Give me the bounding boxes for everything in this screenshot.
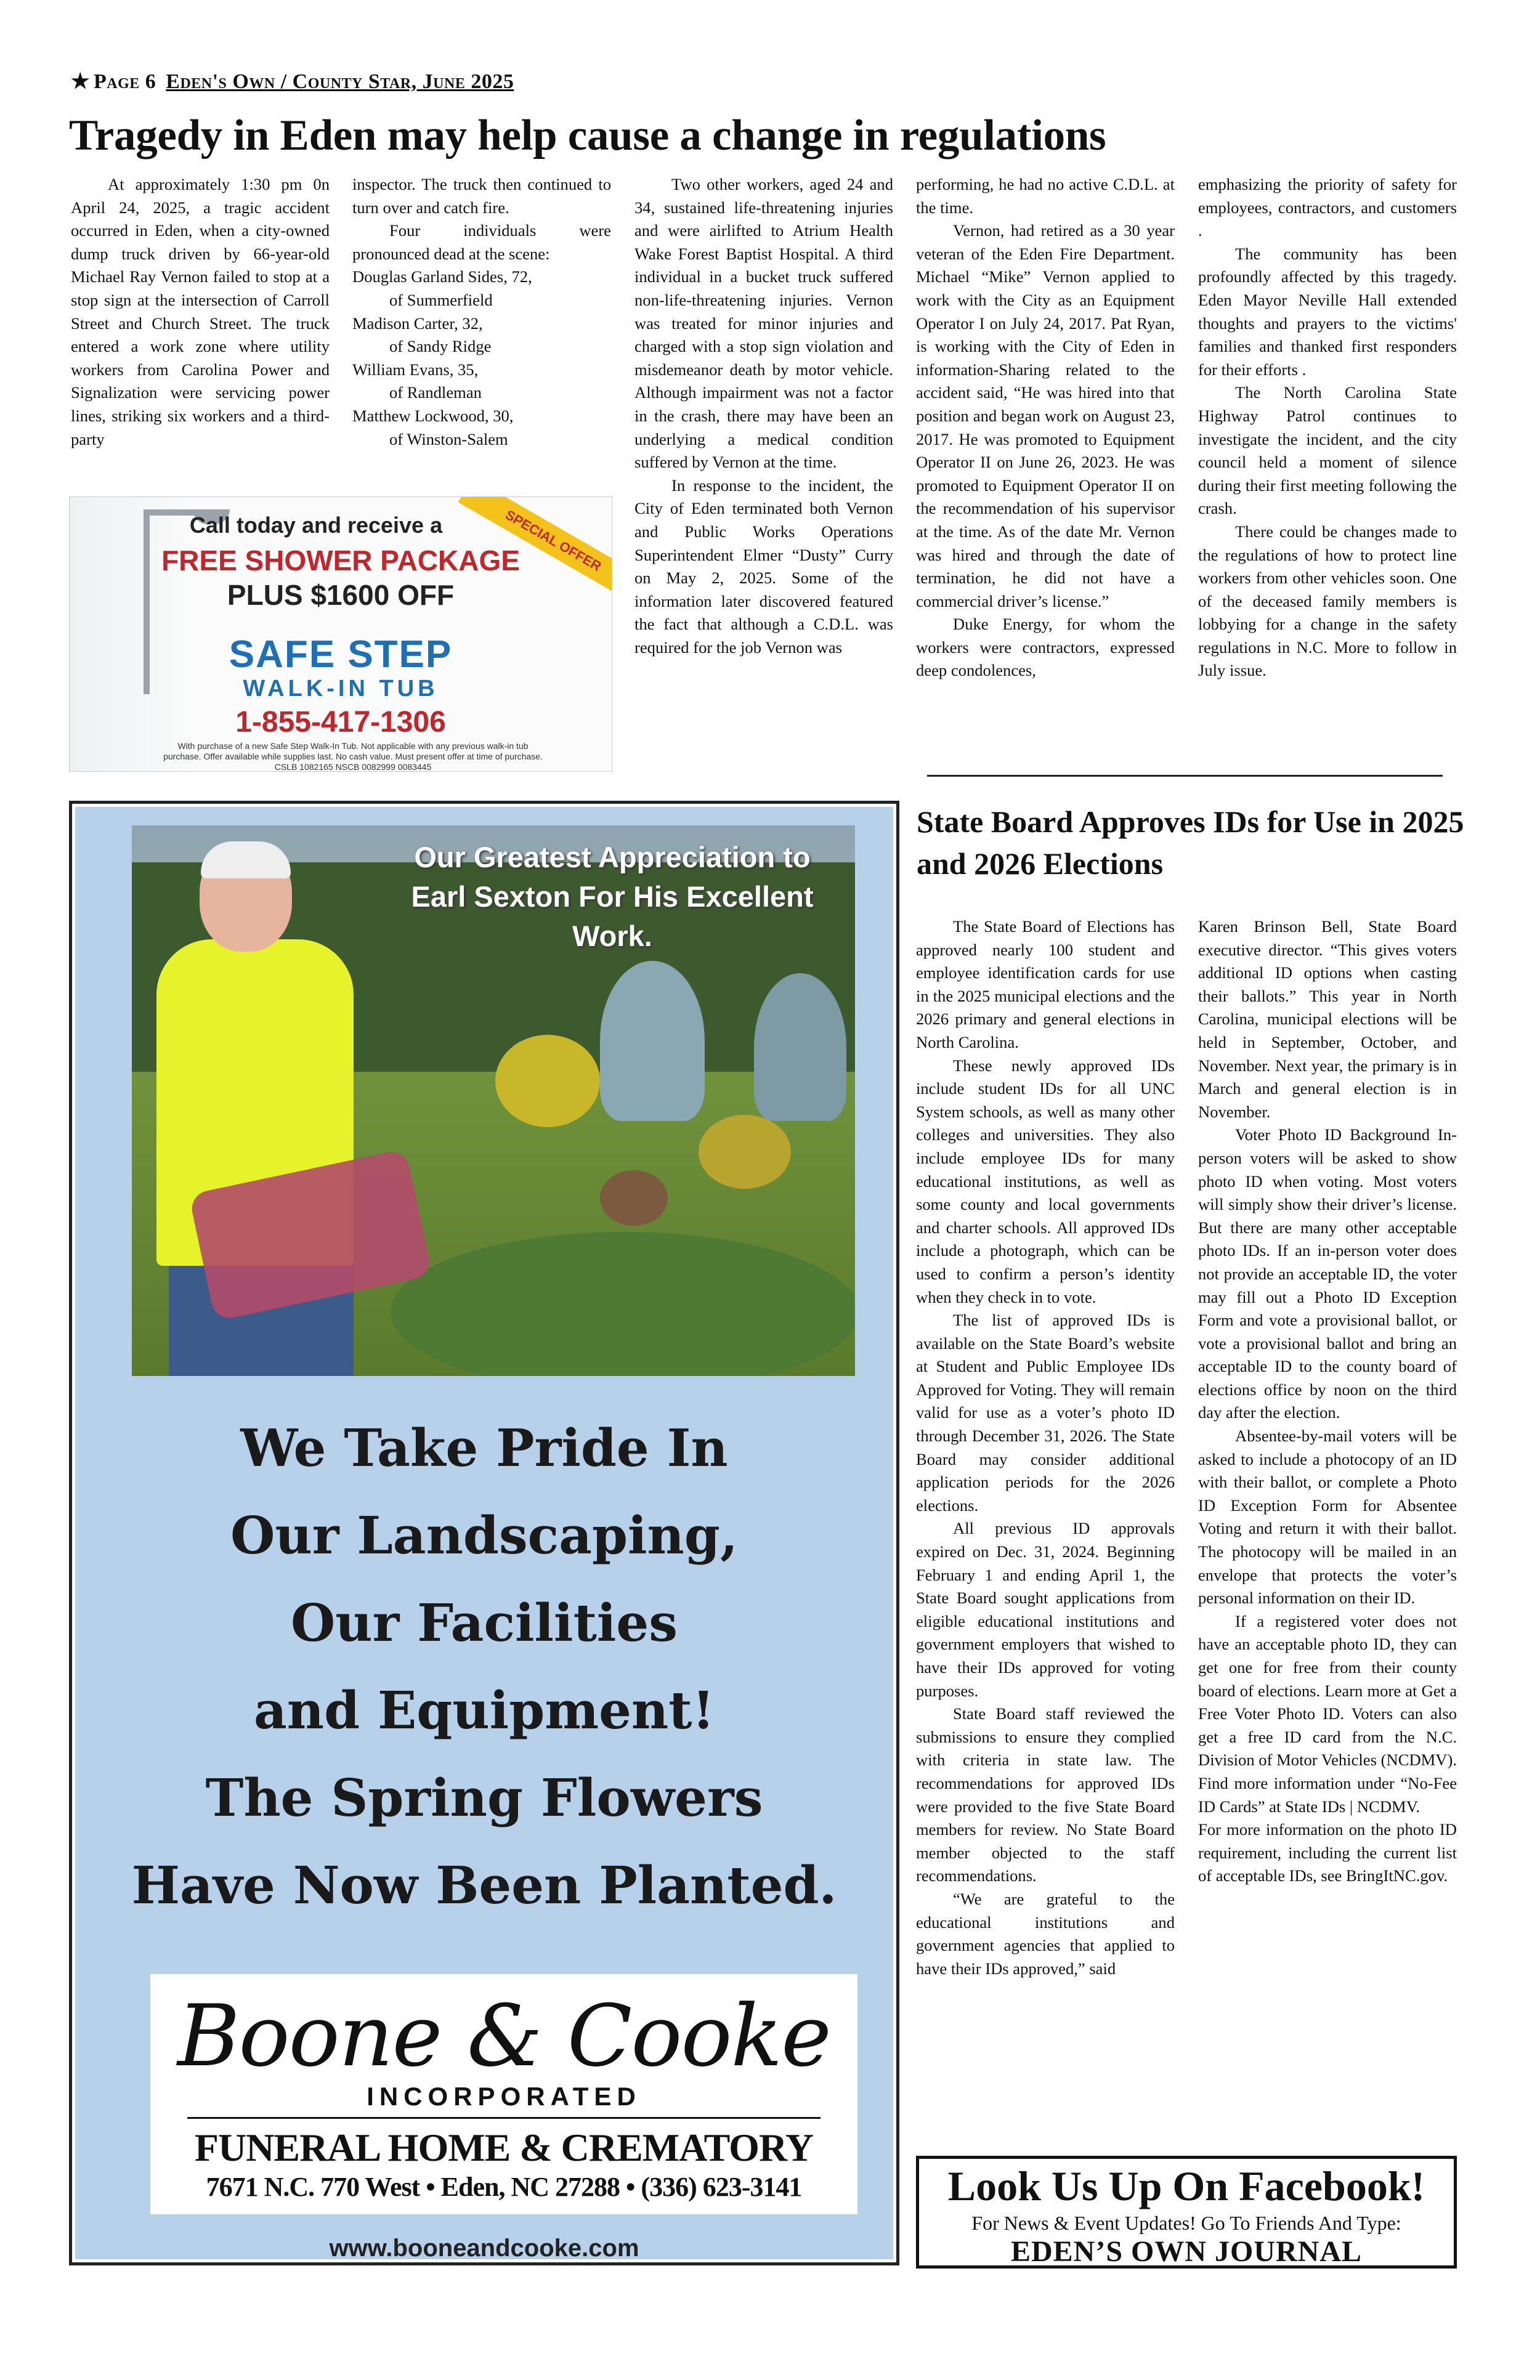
- facebook-subtitle: For News & Event Updates! Go To Friends And Type:: [971, 2212, 1401, 2234]
- tragedy-col-4: [916, 173, 1175, 682]
- ad-line-3: PLUS $1600 OFF: [227, 579, 455, 611]
- brand-name: Boone & Cooke: [177, 1986, 830, 2086]
- paragraph: For more information on the photo ID requirement, including the current list of acceptable IDs, see BringItNC.gov.: [1198, 1820, 1457, 1885]
- pride-line: Have Now Been Planted.: [131, 1855, 837, 1916]
- pride-line: Our Landscaping,: [230, 1505, 738, 1566]
- boone-cooke-logo-box: [150, 1974, 857, 2214]
- victim-town: of Sandy Ridge: [389, 337, 492, 356]
- paragraph: If a registered voter does not have an acceptable photo ID, they can get one for free from their county board of elections. Learn more at Get a Free Voter Photo ID. Voters can also get a free ID card from the N.C. Division of Motor Vehicles (NCDMV). Find more information under “No-Fee ID Cards” at State IDs | NCDMV.: [1198, 1611, 1457, 1816]
- paragraph: At approximately 1:30 pm 0n April 24, 2025, a tragic accident occurred in Eden, when a city-owned dump truck driven by 66-year-old Michael Ray Vernon failed to stop at a stop sign at the intersection of Carroll Street and Church Street. The truck entered a work zone where utility workers from Carolina Power and Signalization were servicing power lines, striking six workers and a third-party: [71, 175, 330, 448]
- paragraph: Karen Brinson Bell, State Board executive director. “This gives voters additional ID options when casting their ballots.” This year in North Carolina, municipal elections will be held in September, October, and November. Next year, the primary is in March and general election is in November.: [1198, 917, 1457, 1121]
- tragedy-col-2: [352, 173, 611, 451]
- special-offer-ribbon: SPECIAL OFFER: [458, 496, 612, 604]
- paragraph: Vernon, had retired as a 30 year veteran of the Eden Fire Department. Michael “Mike” Vernon applied to work with the City as an Equipment Operator I on July 24, 2017. Pat Ryan, is working with the City of Eden in information-Sharing related to the accident said, “He was hired into that position and began work on August 23, 2017. He was promoted to Equipment Operator II on June 26, 2023. He was promoted to Equipment Operator II on the recommendation of his supervisor at the time. As of the date Mr. Vernon was hired and through the date of termination, he did not have a commercial driver’s license.”: [916, 221, 1175, 610]
- paragraph: All previous ID approvals expired on Dec. 31, 2024. Beginning February 1 and ending April 1, the State Board sought applications from eligible educational institutions and government employers that wished to have their IDs approved for voting purposes.: [916, 1519, 1175, 1700]
- victim-town: of Summerfield: [389, 290, 493, 309]
- photo-caption: Our Greatest Appreciation to Earl Sexton For His Excellent Work.: [411, 841, 814, 952]
- shrub: [600, 1170, 668, 1226]
- page-number: Page 6: [93, 70, 156, 93]
- pride-line: We Take Pride In: [240, 1418, 728, 1478]
- pride-text: [75, 1404, 893, 1929]
- main-headline: Tragedy in Eden may help cause a change in regulations: [69, 111, 1106, 160]
- safe-step-logo: SAFE STEP: [229, 633, 453, 676]
- tragedy-col-1: [71, 173, 330, 451]
- paragraph: Two other workers, aged 24 and 34, sustained life-threatening injuries and were airlifted to Atrium Health Wake Forest Baptist Hospital. A third individual in a bucket truck suffered non-life-threatening injuries. Vernon was treated for minor injuries and charged with a stop sign violation and misdemeanor death by motor vehicle. Although impairment was not a factor in the crash, there may have been an underlying a medical condition suffered by Vernon at the time.: [634, 175, 893, 472]
- state-board-col-2: [1198, 915, 1457, 1888]
- facebook-title: Look Us Up On Facebook!: [947, 2163, 1425, 2209]
- man-hair: [201, 841, 291, 878]
- paragraph: The list of approved IDs is available on the State Board’s website at Student and Public Employee IDs Approved for Voting. They will remain valid for use as a voter’s photo ID through December 31, 2026. The State Board may consider additional application periods for the 2026 elections.: [916, 1311, 1175, 1515]
- paragraph: There could be changes made to the regulations of how to protect line workers from other vehicles soon. One of the deceased family members is lobbying for a change in the safety regulations in N.C. More to follow in July issue.: [1198, 522, 1457, 680]
- victim-name: Matthew Lockwood, 30,: [352, 406, 514, 425]
- victim-name: Douglas Garland Sides, 72,: [352, 267, 532, 286]
- paragraph: In response to the incident, the City of Eden terminated both Vernon and Public Works Operations Superintendent Elmer “Dusty” Curry on May 2, 2025. Some of the information later discovered featured the fact that although a C.D.L. was required for the job Vernon was: [634, 476, 893, 657]
- shrub: [600, 961, 705, 1121]
- star-icon: ★: [71, 70, 90, 93]
- paragraph: These newly approved IDs include student IDs for all UNC System schools, as well as many other colleges and universities. They also include employee IDs for many educational institutions, as well as some county and local governments and charter schools. All approved IDs include a photograph, which can be used to confirm a person’s identity when they check in to vote.: [916, 1056, 1175, 1306]
- paragraph: Absentee-by-mail voters will be asked to include a photocopy of an ID with their ballot, or complete a Photo ID Exception Form for Absentee Voting and return it with their ballot. The photocopy will be mailed in an envelope that protects the voter’s personal information on their ID.: [1198, 1427, 1457, 1608]
- state-board-col-1: [916, 915, 1175, 1980]
- ad-line-1: Call today and receive a: [189, 512, 443, 538]
- ad-background: [75, 807, 893, 2262]
- tragedy-col-3: [634, 173, 893, 659]
- paragraph: “We are grateful to the educational institutions and government agencies that applied to have their IDs approved,” said: [916, 1889, 1175, 1978]
- walk-in-tub-logo: WALK-IN TUB: [243, 676, 439, 702]
- tragedy-col-5: [1198, 173, 1457, 682]
- facebook-box: [916, 2156, 1457, 2269]
- victim-town: of Winston-Salem: [389, 429, 508, 448]
- logo-divider: [187, 2117, 821, 2119]
- victim-name: William Evans, 35,: [352, 360, 479, 379]
- publication-line: Eden's Own / County Star, June 2025: [166, 70, 514, 93]
- funeral-home-advertisement: [69, 801, 899, 2265]
- funeral-home-label: FUNERAL HOME & CREMATORY: [194, 2126, 814, 2169]
- paragraph: performing, he had no active C.D.L. at the time.: [916, 175, 1175, 217]
- facebook-page-name[interactable]: EDEN’S OWN JOURNAL: [1010, 2235, 1363, 2268]
- pride-line: and Equipment!: [253, 1680, 715, 1741]
- shower-advertisement[interactable]: [69, 496, 612, 772]
- page-folio: [71, 69, 514, 94]
- paragraph: Four individuals were pronounced dead at the scene:: [352, 221, 611, 263]
- shrub: [495, 1035, 600, 1127]
- paragraph: Voter Photo ID Background In-person voters will be asked to show photo ID when voting. Most voters will simply show their driver’s license. But there are many other acceptable photo IDs. If an in-person voter does not provide an acceptable ID, the voter may fill out a Photo ID Exception Form and vote a provisional ballot, or vote a provisional ballot and bring an acceptable ID to the county board of elections office by noon on the third day after the election.: [1198, 1125, 1457, 1422]
- paragraph: inspector. The truck then continued to turn over and catch fire.: [352, 175, 611, 217]
- pride-line: The Spring Flowers: [205, 1768, 763, 1828]
- victim-town: of Randleman: [389, 383, 482, 402]
- shrub: [699, 1115, 791, 1189]
- funeral-home-website[interactable]: www.booneandcooke.com: [329, 2235, 639, 2262]
- paragraph: State Board staff reviewed the submissions to ensure they complied with criteria in state law. The recommendations for approved IDs were provided to the five State Board members for review. No State Board member objected to the staff recommendations.: [916, 1704, 1175, 1885]
- paragraph: emphasizing the priority of safety for employees, contractors, and customers .: [1198, 175, 1457, 240]
- paragraph: Duke Energy, for whom the workers were contractors, expressed deep condolences,: [916, 615, 1175, 680]
- victim-name: Madison Carter, 32,: [352, 314, 483, 333]
- incorporated-label: INCORPORATED: [367, 2082, 641, 2111]
- paragraph: The State Board of Elections has approved nearly 100 student and employee identification cards for use in the 2025 municipal elections and the 2026 primary and general elections in North Carolina.: [916, 917, 1175, 1051]
- ad-phone[interactable]: 1-855-417-1306: [235, 706, 446, 739]
- section-divider: [927, 775, 1443, 777]
- funeral-home-address: 7671 N.C. 770 West • Eden, NC 27288 • (336) 623-3141: [206, 2172, 802, 2202]
- state-board-headline: State Board Approves IDs for Use in 2025 and 2026 Elections: [917, 804, 1464, 881]
- paragraph: The North Carolina State Highway Patrol continues to investigate the incident, and the city council held a moment of silence during their first meeting following the crash.: [1198, 383, 1457, 518]
- paragraph: The community has been profoundly affected by this tragedy. Eden Mayor Neville Hall extended thoughts and prayers to the victims' families and thanked first responders for their efforts .: [1198, 244, 1457, 379]
- landscaping-photo: [132, 825, 855, 1376]
- ad-fine-print: With purchase of a new Safe Step Walk-In Tub. Not applicable with any previous walk-in tub purchase. Offer available while supplies last. No cash value. Must present offer at time of purchase. CSLB 1082165 NSCB 0082999 0083445: [163, 741, 543, 772]
- shrub: [754, 973, 846, 1121]
- ad-line-2: FREE SHOWER PACKAGE: [161, 544, 520, 577]
- pride-line: Our Facilities: [291, 1593, 678, 1653]
